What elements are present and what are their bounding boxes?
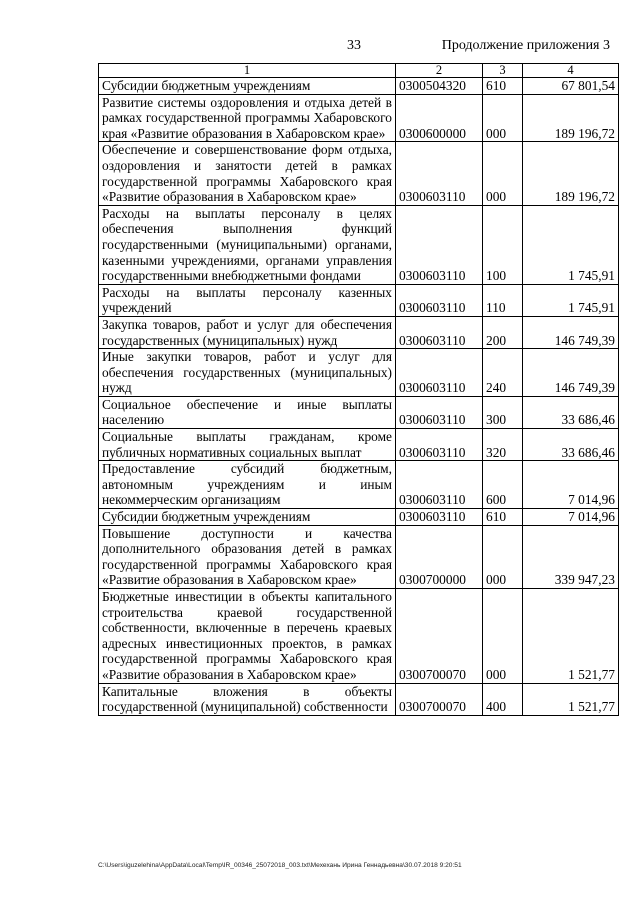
- expense-name: Развитие системы оздоровления и отдыха детей в рамках государственной программы Хабаровского края «Развитие образования в Хабаровском крае»: [99, 94, 396, 142]
- table-row: [99, 94, 619, 142]
- amount: 339 947,23: [523, 525, 619, 588]
- table-row: [99, 142, 619, 205]
- expense-name: Субсидии бюджетным учреждениям: [99, 509, 396, 526]
- table-row: [99, 525, 619, 588]
- file-path-footer: C:\Users\iguzelehina\AppData\Local\Temp\IR_00346_25072018_003.txt\Мехехань Ирина Геннадьевна\30.07.2018 9:20:51: [98, 862, 462, 869]
- amount: 1 521,77: [523, 683, 619, 715]
- amount: 146 749,39: [523, 349, 619, 397]
- table-row: [99, 683, 619, 715]
- column-header: 1: [99, 64, 396, 78]
- target-code: 0300700000: [396, 525, 483, 588]
- expense-type-code: 110: [483, 284, 523, 316]
- target-code: 0300700070: [396, 683, 483, 715]
- target-code: 0300504320: [396, 78, 483, 95]
- expense-type-code: 240: [483, 349, 523, 397]
- amount: 7 014,96: [523, 509, 619, 526]
- amount: 189 196,72: [523, 142, 619, 205]
- expense-type-code: 300: [483, 396, 523, 428]
- column-header: 3: [483, 64, 523, 78]
- expense-name: Повышение доступности и качества дополнительного образования детей в рамках государственной программы Хабаровского края «Развитие образования в Хабаровском крае»: [99, 525, 396, 588]
- table-row: [99, 589, 619, 684]
- expense-name: Капитальные вложения в объекты государственной (муниципальной) собственности: [99, 683, 396, 715]
- table-row: [99, 429, 619, 461]
- expense-name: Бюджетные инвестиции в объекты капитального строительства краевой государственной собственности, включенные в перечень краевых адресных инвестиционных проектов, в рамках государственной программы Хабаровского края «Развитие образования в Хабаровском крае»: [99, 589, 396, 684]
- expense-type-code: 000: [483, 94, 523, 142]
- expense-name: Социальные выплаты гражданам, кроме публичных нормативных социальных выплат: [99, 429, 396, 461]
- target-code: 0300603110: [396, 509, 483, 526]
- target-code: 0300700070: [396, 589, 483, 684]
- amount: 146 749,39: [523, 316, 619, 348]
- amount: 1 521,77: [523, 589, 619, 684]
- amount: 67 801,54: [523, 78, 619, 95]
- budget-table: [98, 63, 619, 716]
- table-row: [99, 461, 619, 509]
- target-code: 0300603110: [396, 349, 483, 397]
- expense-type-code: 320: [483, 429, 523, 461]
- expense-name: Предоставление субсидий бюджетным, автономным учреждениям и иным некоммерческим организациям: [99, 461, 396, 509]
- expense-name: Расходы на выплаты персоналу в целях обеспечения выполнения функций государственными (муниципальными) органами, казенными учреждениями, органами управления государственными внебюджетными фондами: [99, 205, 396, 284]
- table-row: [99, 78, 619, 95]
- column-header: 4: [523, 64, 619, 78]
- target-code: 0300603110: [396, 284, 483, 316]
- column-header: 2: [396, 64, 483, 78]
- expense-type-code: 000: [483, 142, 523, 205]
- expense-type-code: 610: [483, 509, 523, 526]
- amount: 1 745,91: [523, 205, 619, 284]
- table-row: [99, 284, 619, 316]
- column-number-row: [99, 64, 619, 78]
- target-code: 0300603110: [396, 429, 483, 461]
- expense-name: Обеспечение и совершенствование форм отдыха, оздоровления и занятости детей в рамках государственной программы Хабаровского края «Развитие образования в Хабаровском крае»: [99, 142, 396, 205]
- amount: 189 196,72: [523, 94, 619, 142]
- expense-type-code: 200: [483, 316, 523, 348]
- amount: 33 686,46: [523, 396, 619, 428]
- target-code: 0300603110: [396, 205, 483, 284]
- expense-type-code: 600: [483, 461, 523, 509]
- expense-type-code: 610: [483, 78, 523, 95]
- target-code: 0300603110: [396, 142, 483, 205]
- expense-type-code: 000: [483, 589, 523, 684]
- expense-name: Субсидии бюджетным учреждениям: [99, 78, 396, 95]
- expense-name: Расходы на выплаты персоналу казенных учреждений: [99, 284, 396, 316]
- target-code: 0300603110: [396, 396, 483, 428]
- target-code: 0300603110: [396, 316, 483, 348]
- table-row: [99, 205, 619, 284]
- table-row: [99, 509, 619, 526]
- table-row: [99, 349, 619, 397]
- table-row: [99, 316, 619, 348]
- target-code: 0300600000: [396, 94, 483, 142]
- amount: 1 745,91: [523, 284, 619, 316]
- page-number: 33: [347, 38, 361, 53]
- expense-type-code: 000: [483, 525, 523, 588]
- expense-type-code: 100: [483, 205, 523, 284]
- amount: 33 686,46: [523, 429, 619, 461]
- expense-name: Социальное обеспечение и иные выплаты населению: [99, 396, 396, 428]
- amount: 7 014,96: [523, 461, 619, 509]
- appendix-continuation-label: Продолжение приложения 3: [441, 38, 610, 53]
- target-code: 0300603110: [396, 461, 483, 509]
- expense-name: Иные закупки товаров, работ и услуг для обеспечения государственных (муниципальных) нужд: [99, 349, 396, 397]
- table-row: [99, 396, 619, 428]
- expense-name: Закупка товаров, работ и услуг для обеспечения государственных (муниципальных) нужд: [99, 316, 396, 348]
- expense-type-code: 400: [483, 683, 523, 715]
